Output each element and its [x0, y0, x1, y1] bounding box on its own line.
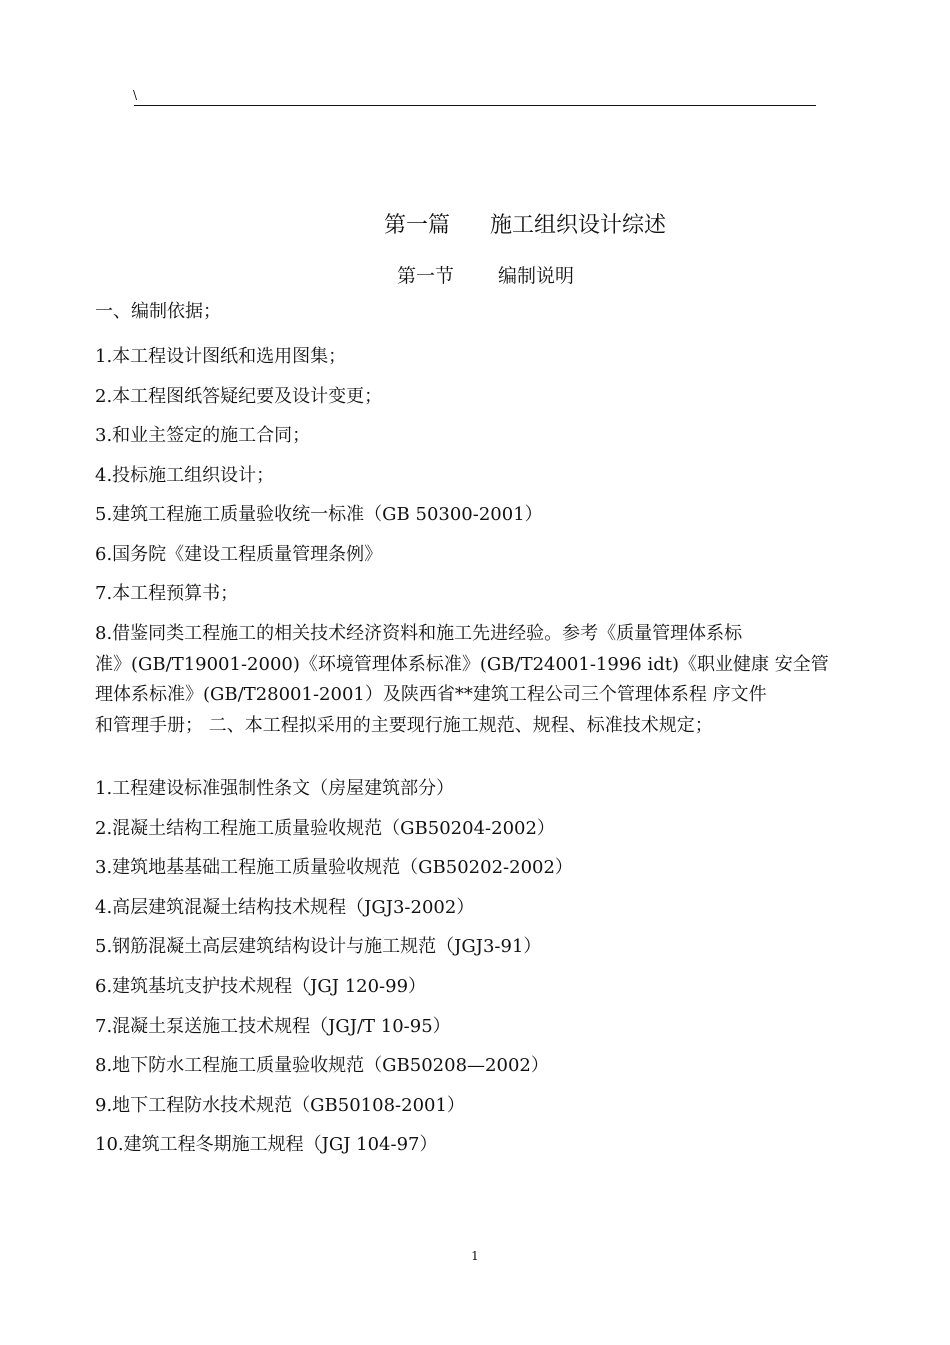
basis-heading: 一、编制依据；	[95, 301, 221, 322]
standards-list	[95, 776, 910, 1172]
list-item: 6.国务院《建设工程质量管理条例》	[95, 543, 383, 565]
list-item: 5.钢筋混凝土高层建筑结构设计与施工规范（JGJ3-91）	[95, 936, 542, 958]
list-item: 5.建筑工程施工质量验收统一标准（GB 50300-2001）	[95, 504, 543, 525]
paragraph-line: 和管理手册； 二、本工程拟采用的主要现行施工规范、规程、标准技术规定；	[95, 715, 713, 737]
list-item: 2.本工程图纸答疑纪要及设计变更；	[95, 385, 383, 407]
basis-list	[95, 344, 910, 621]
paragraph-line: 理体系标准》(GB/T28001-2001）及陕西省**建筑工程公司三个管理体系程 序文件	[95, 684, 767, 706]
list-item: 1.本工程设计图纸和选用图集；	[95, 346, 347, 367]
list-item: 4.高层建筑混凝土结构技术规程（JGJ3-2002）	[95, 896, 475, 918]
list-item: 10.建筑工程冬期施工规程（JGJ 104-97）	[95, 1134, 438, 1156]
section-number: 第一节	[397, 265, 455, 287]
chapter-number: 第一篇	[384, 213, 451, 238]
chapter-name: 施工组织设计综述	[490, 213, 667, 238]
list-item: 3.建筑地基基础工程施工质量验收规范（GB50202-2002）	[95, 857, 573, 879]
list-item: 3.和业主签定的施工合同；	[95, 425, 311, 446]
header-mark: \	[133, 88, 138, 102]
paragraph-line: 8.借鉴同类工程施工的相关技术经济资料和施工先进经验。参考《质量管理体系标	[95, 623, 743, 644]
list-item: 9.地下工程防水技术规范（GB50108-2001）	[95, 1094, 465, 1116]
page-number: 1	[471, 1249, 479, 1263]
list-item: 1.工程建设标准强制性条文（房屋建筑部分）	[95, 778, 455, 799]
list-item: 6.建筑基坑支护技术规程（JGJ 120-99）	[95, 975, 427, 997]
chapter-title	[384, 210, 666, 242]
paragraph-line: 准》(GB/T19001-2000)《环境管理体系标准》(GB/T24001-1996 idt)《职业健康 安全管	[95, 653, 829, 675]
list-item: 8.地下防水工程施工质量验收规范（GB50208—2002）	[95, 1055, 549, 1077]
section-title	[397, 262, 574, 290]
list-item: 7.本工程预算书；	[95, 583, 239, 604]
header-rule	[134, 105, 816, 106]
list-item: 2.混凝土结构工程施工质量验收规范（GB50204-2002）	[95, 817, 555, 839]
list-item: 7.混凝土泵送施工技术规程（JGJ/T 10-95）	[95, 1015, 451, 1037]
item-8-paragraph	[95, 619, 910, 742]
list-item: 4.投标施工组织设计；	[95, 464, 275, 486]
section-name: 编制说明	[498, 265, 575, 287]
